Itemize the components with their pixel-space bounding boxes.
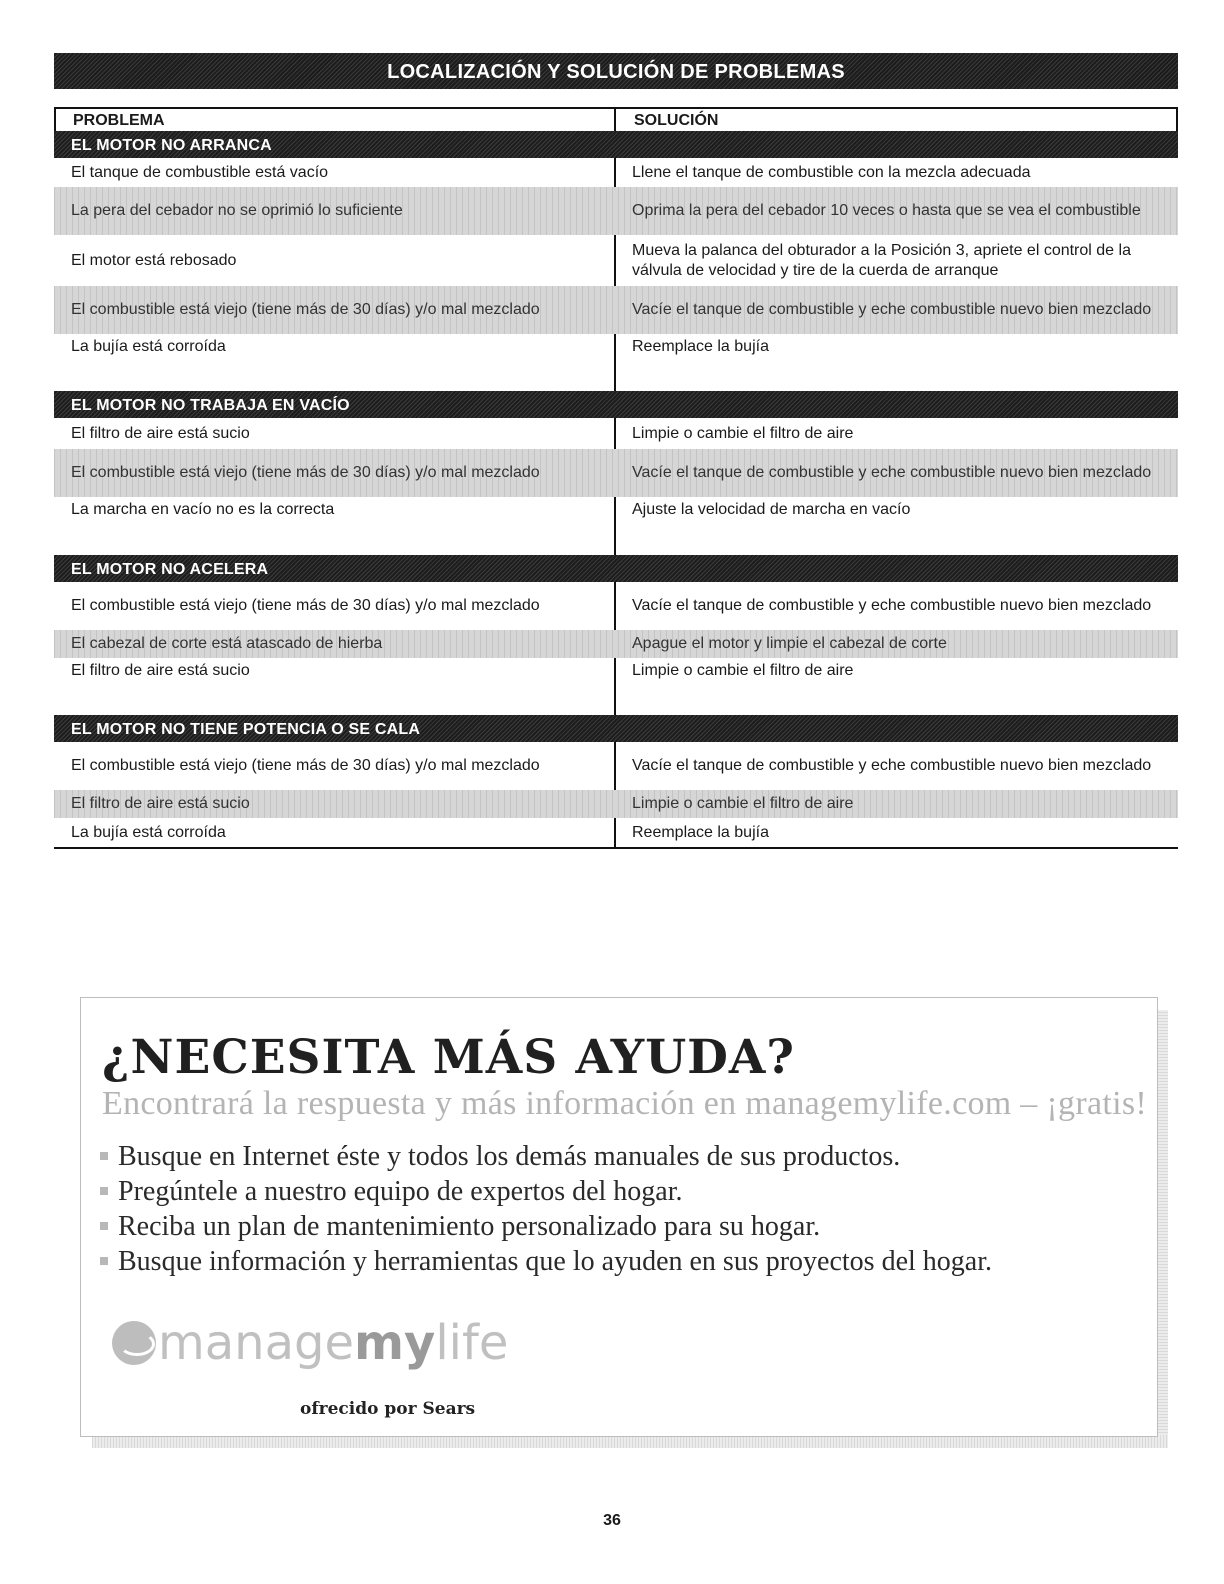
logo-text-my: my [354, 1315, 436, 1371]
solution-cell: Mueva la palanca del obturador a la Posición 3, apriete el control de la válvula de velocidad y tire de la cuerda de arranque [632, 241, 1131, 279]
bullet-text: Pregúntele a nuestro equipo de expertos del hogar. [118, 1176, 683, 1207]
bullet-icon [100, 1257, 108, 1265]
table-row [54, 449, 1178, 497]
solution-cell: Llene el tanque de combustible con la mezcla adecuada [632, 163, 1031, 181]
solution-cell: Limpie o cambie el filtro de aire [632, 795, 854, 812]
bullet-icon [100, 1152, 108, 1160]
solution-cell: Reemplace la bujía [632, 823, 769, 841]
problem-cell: El combustible está viejo (tiene más de 30 días) y/o mal mezclado [71, 301, 540, 318]
logo-wordmark [158, 1315, 508, 1371]
list-item [100, 1139, 992, 1174]
solution-cell: Limpie o cambie el filtro de aire [632, 424, 854, 442]
solution-cell: Oprima la pera del cebador 10 veces o hasta que se vea el combustible [632, 202, 1141, 219]
table-row [54, 818, 1178, 847]
section-header: EL MOTOR NO ARRANCA [54, 131, 1178, 158]
help-bullet-list [100, 1139, 992, 1279]
problem-cell: El filtro de aire está sucio [71, 424, 250, 442]
problem-cell: La pera del cebador no se oprimió lo suficiente [71, 202, 403, 219]
problem-cell: El motor está rebosado [71, 251, 237, 269]
table-row [54, 790, 1178, 818]
logo-text-life: life [435, 1315, 509, 1371]
table-row [54, 630, 1178, 658]
table-row [54, 286, 1178, 334]
bullet-icon [100, 1222, 108, 1230]
logo-text-manage: manage [158, 1315, 355, 1371]
page-title: LOCALIZACIÓN Y SOLUCIÓN DE PROBLEMAS [54, 53, 1178, 89]
list-item [100, 1174, 992, 1209]
solution-cell: Vacíe el tanque de combustible y eche combustible nuevo bien mezclado [632, 597, 1152, 614]
bullet-icon [100, 1187, 108, 1195]
solution-cell: Reemplace la bujía [632, 338, 769, 355]
section-header: EL MOTOR NO ACELERA [54, 555, 1178, 582]
solution-cell: Vacíe el tanque de combustible y eche combustible nuevo bien mezclado [632, 757, 1152, 774]
problem-cell: El combustible está viejo (tiene más de 30 días) y/o mal mezclado [71, 464, 540, 481]
problem-cell: El filtro de aire está sucio [71, 662, 250, 679]
table-row [54, 235, 1178, 286]
problem-cell: La bujía está corroída [71, 823, 226, 841]
managemylife-logo [112, 1313, 508, 1373]
solution-cell: Apague el motor y limpie el cabezal de corte [632, 635, 947, 652]
table-row [54, 742, 1178, 790]
problem-cell: El combustible está viejo (tiene más de 30 días) y/o mal mezclado [71, 757, 540, 774]
problem-cell: El cabezal de corte está atascado de hierba [71, 635, 383, 652]
table-row [54, 187, 1178, 235]
table-header [54, 107, 1178, 131]
page-number: 36 [603, 1512, 621, 1529]
solution-cell: Vacíe el tanque de combustible y eche combustible nuevo bien mezclado [632, 464, 1152, 481]
section-header: EL MOTOR NO TIENE POTENCIA O SE CALA [54, 715, 1178, 742]
table-row [54, 334, 1178, 391]
offered-by: ofrecido por Sears [300, 1399, 476, 1419]
problem-cell: El filtro de aire está sucio [71, 795, 250, 812]
bullet-text: Reciba un plan de mantenimiento personalizado para su hogar. [118, 1211, 821, 1242]
troubleshooting-table [54, 107, 1178, 849]
solution-cell: Limpie o cambie el filtro de aire [632, 662, 854, 679]
logo-globe-icon [112, 1321, 156, 1365]
help-heading: ¿NECESITA MÁS AYUDA? [102, 1030, 795, 1085]
problem-cell: La bujía está corroída [71, 338, 226, 355]
table-row [54, 158, 1178, 187]
table-row [54, 658, 1178, 715]
solution-cell: Vacíe el tanque de combustible y eche combustible nuevo bien mezclado [632, 301, 1152, 318]
bullet-text: Busque en Internet éste y todos los demás manuales de sus productos. [118, 1141, 901, 1172]
list-item [100, 1209, 992, 1244]
section-header: EL MOTOR NO TRABAJA EN VACÍO [54, 391, 1178, 418]
help-subheading: Encontrará la respuesta y más información en managemylife.com – ¡gratis! [102, 1085, 1147, 1122]
table-row [54, 418, 1178, 449]
problem-cell: La marcha en vacío no es la correcta [71, 501, 335, 518]
bullet-text: Busque información y herramientas que lo ayuden en sus proyectos del hogar. [118, 1246, 992, 1277]
solution-cell: Ajuste la velocidad de marcha en vacío [632, 501, 911, 518]
list-item [100, 1244, 992, 1279]
problem-cell: El tanque de combustible está vacío [71, 163, 329, 181]
table-row [54, 582, 1178, 630]
header-solution: SOLUCIÓN [634, 112, 719, 129]
problem-cell: El combustible está viejo (tiene más de 30 días) y/o mal mezclado [71, 597, 540, 614]
table-row [54, 497, 1178, 555]
header-problem: PROBLEMA [73, 112, 165, 129]
